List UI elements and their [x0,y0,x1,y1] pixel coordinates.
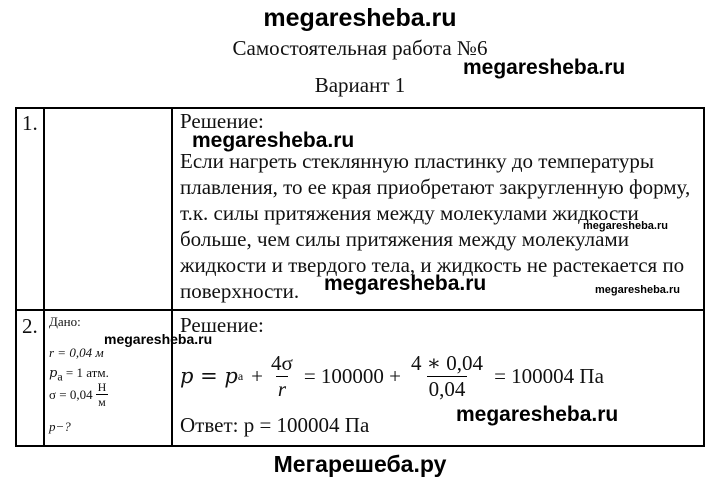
given-find: p−? [49,419,71,434]
table-border-top [15,107,705,109]
watermark-row1-bottom-small: megaresheba.ru [595,284,680,296]
solution-line: больше, чем силы притяжения между молекулами [180,227,629,251]
formula-fraction-2 [409,351,485,402]
row-1-number: 1. [22,111,38,135]
given-block [49,313,81,331]
solution-line: поверхности. [180,279,300,303]
watermark-row2-answer: megaresheba.ru [456,403,619,426]
table-border-right [703,107,705,447]
pressure-formula [180,345,604,407]
fraction-1-denominator: r [277,376,287,401]
given-label: Дано: [49,314,81,329]
fraction-2-denominator: 0,04 [428,376,466,401]
row-2-number: 2. [22,314,38,338]
worksheet-title: Самостоятельная работа №6 [232,36,488,60]
watermark-row1-heading: megaresheba.ru [192,129,355,152]
given-pressure-subscript: a [57,369,63,384]
given-sigma-value: σ = 0,04 [49,386,93,402]
solution-line: Если нагреть стеклянную пластинку до температуры [180,149,654,173]
solution-line: плавления, то ее края приобретают закругленную форму, [180,175,691,199]
given-sigma-unit [96,380,109,409]
row-1-solution-label: Решение: [180,109,264,133]
table-col-divider-1 [43,107,45,447]
formula-plus: + [251,363,264,388]
watermark-top: megaresheba.ru [263,4,457,32]
fraction-2-numerator: 4 ∗ 0,04 [411,350,484,375]
formula-lhs-subscript: a [237,368,244,383]
watermark-row1-small: megaresheba.ru [583,220,668,232]
unit-denominator: м [98,395,106,409]
answer-line: Ответ: p = 100004 Па [180,413,370,437]
given-pressure-symbol: p [49,366,58,381]
formula-fraction-1 [269,351,295,402]
fraction-1-numerator: 4σ [271,350,293,375]
given-pressure-value: = 1 атм. [62,365,109,380]
formula-middle: = 100000 + [303,363,402,388]
table-row-divider [15,309,705,311]
watermark-row1-bottom: megaresheba.ru [324,272,487,295]
unit-numerator: Н [97,380,107,394]
table-col-divider-2 [171,107,173,447]
table-border-bottom [15,445,705,447]
variant-label: Вариант 1 [314,73,406,97]
solution-line: т.к. силы притяжения между молекулами жидкости [180,201,639,225]
watermark-footer: Мегарешеба.ру [273,451,447,477]
table-border-left [15,107,17,447]
row-2-solution-label: Решение: [180,313,264,337]
given-radius: r = 0,04 м [49,345,104,360]
given-surface-tension [49,380,111,409]
solution-line: жидкости и твердого тела, и жидкость не растекается по [180,253,685,277]
formula-result: = 100004 Па [494,363,604,388]
watermark-row2-given: megaresheba.ru [104,331,213,347]
formula-lhs: p = p [180,364,238,388]
watermark-header-right: megaresheba.ru [463,56,626,79]
